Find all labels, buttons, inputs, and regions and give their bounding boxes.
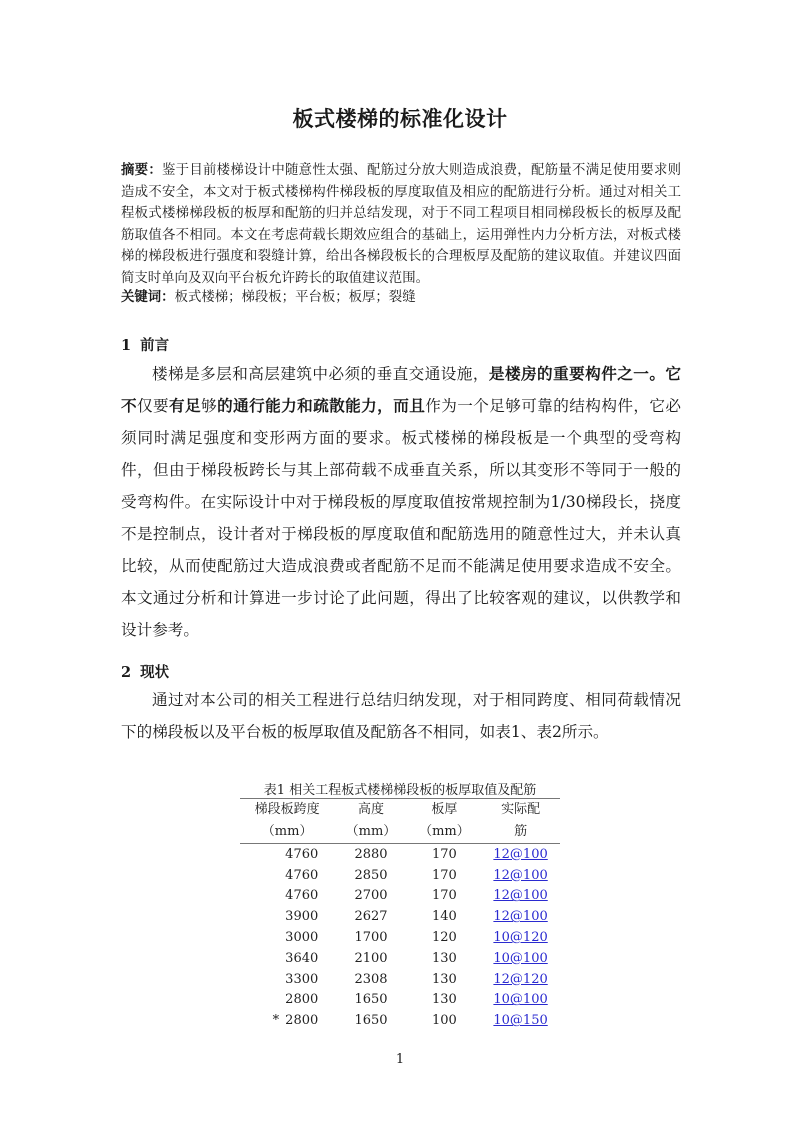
table-row	[240, 906, 560, 927]
cell-rebar	[481, 969, 560, 990]
cell-span	[240, 906, 334, 927]
cell-height: 2850	[354, 867, 388, 883]
span-value: 4760	[285, 867, 319, 883]
text-run: 楼梯是多层和高层建筑中必须的垂直交通设施，	[152, 365, 489, 383]
document-title: 板式楼梯的标准化设计	[292, 107, 508, 131]
abstract-label: 摘要：	[121, 163, 162, 178]
span-value: 3000	[285, 930, 319, 946]
header-thickness-unit: （mm）	[408, 821, 481, 844]
text-run: 够	[201, 397, 218, 415]
keywords-text: 板式楼梯；梯段板；平台板；板厚；裂缝	[174, 290, 416, 305]
bold-run: 。它	[649, 365, 681, 383]
cell-height: 1700	[354, 930, 388, 946]
span-value: 3900	[285, 909, 319, 925]
table-row	[240, 886, 560, 907]
cell-thickness: 170	[432, 846, 457, 862]
cell-thickness: 140	[432, 909, 457, 925]
bold-run: 有足	[169, 397, 202, 415]
bold-run: 的通行能力和疏散能力，而且	[217, 397, 426, 415]
rebar-link[interactable]: 10@100	[493, 950, 548, 966]
table-header-row-units	[240, 821, 560, 844]
table-row	[240, 990, 560, 1011]
table-row	[240, 1010, 560, 1031]
span-value: 2800	[285, 992, 319, 1008]
cell-rebar	[481, 990, 560, 1011]
table-caption: 表1 相关工程板式楼梯梯段板的板厚取值及配筋	[263, 783, 537, 798]
page-number: 1	[395, 1052, 405, 1067]
cell-span	[240, 886, 334, 907]
span-value: 4760	[285, 888, 319, 904]
rebar-link[interactable]: 12@120	[493, 971, 548, 987]
cell-height: 1650	[354, 992, 388, 1008]
cell-rebar	[481, 948, 560, 969]
cell-height: 2308	[354, 971, 388, 987]
table-row	[240, 844, 560, 865]
cell-rebar	[481, 865, 560, 886]
section-2-paragraph: 通过对本公司的相关工程进行总结归纳发现，对于相同跨度、相同荷载情况下的梯段板以及平台板的板厚取值及配筋各不相同，如表1、表2所示。	[121, 691, 681, 741]
rebar-link[interactable]: 12@100	[493, 846, 548, 862]
section-heading-2	[121, 661, 169, 682]
cell-span	[240, 865, 334, 886]
cell-rebar	[481, 1010, 560, 1031]
cell-thickness: 170	[432, 888, 457, 904]
rebar-link[interactable]: 12@100	[493, 888, 548, 904]
keywords	[121, 287, 681, 308]
span-value: 2800	[285, 1013, 319, 1029]
cell-span	[240, 927, 334, 948]
cell-thickness: 170	[432, 867, 457, 883]
section-number: 1	[121, 337, 132, 354]
table-row	[240, 865, 560, 886]
header-height: 高度	[334, 799, 407, 822]
span-value: 3300	[285, 971, 319, 987]
rebar-link[interactable]: 12@100	[493, 909, 548, 925]
span-value: 3640	[285, 950, 319, 966]
section-title: 现状	[140, 665, 170, 681]
cell-thickness: 130	[432, 992, 457, 1008]
bold-run: 不	[121, 397, 138, 415]
cell-span	[240, 1010, 334, 1031]
cell-height: 1650	[354, 1013, 388, 1029]
header-rebar: 实际配	[481, 799, 560, 822]
cell-height: 2627	[354, 909, 388, 925]
cell-thickness: 120	[432, 930, 457, 946]
rebar-link[interactable]: 12@100	[493, 867, 548, 883]
cell-span	[240, 990, 334, 1011]
section-title: 前言	[140, 338, 170, 354]
rebar-link[interactable]: 10@150	[493, 1013, 548, 1029]
cell-thickness: 100	[432, 1013, 457, 1029]
abstract-text: 鉴于目前楼梯设计中随意性太强、配筋过分放大则造成浪费，配筋量不满足使用要求则造成不安全，本文对于板式楼梯构件梯段板的厚度取值及相应的配筋进行分析。通过对相关工程板式楼梯梯段板的板厚和配筋的归并总结发现，对于不同工程项目相同梯段板长的板厚及配筋取值各不相同。本文在考虑荷载长期效应组合的基础上，运用弹性内力分析方法，对板式楼梯的梯段板进行强度和裂缝计算，给出各梯段板长的合理板厚及配筋的建议取值。并建议四面简支时单向及双向平台板允许跨长的取值建议范围。	[121, 163, 682, 286]
header-thickness: 板厚	[408, 799, 481, 822]
section-number: 2	[121, 664, 132, 681]
cell-span	[240, 948, 334, 969]
table-row	[240, 969, 560, 990]
cell-rebar	[481, 844, 560, 865]
text-run: 仅要	[137, 397, 170, 415]
rebar-link[interactable]: 10@120	[493, 930, 548, 946]
header-span-unit: （mm）	[240, 821, 334, 844]
header-height-unit: （mm）	[334, 821, 407, 844]
cell-height: 2100	[354, 950, 388, 966]
abstract	[121, 160, 681, 289]
table-row	[240, 948, 560, 969]
bold-run: 是楼房的重要构件之一	[488, 365, 650, 383]
rebar-table	[240, 798, 560, 1031]
section-1-paragraph	[121, 358, 681, 646]
header-span: 梯段板跨度	[240, 799, 334, 822]
section-heading-1	[121, 334, 169, 355]
table-row	[240, 927, 560, 948]
span-value: 4760	[285, 846, 319, 862]
cell-height: 2700	[354, 888, 388, 904]
cell-rebar	[481, 906, 560, 927]
text-run: 作为一个足够可靠的结构构件，它必须同时满足强度和变形两方面的要求。板式楼梯的梯段板是一个典型的受弯构件，但由于梯段板跨长与其上部荷载不成垂直关系，所以其变形不等同于一般的受弯构件。在实际设计中对于梯段板的厚度取值按常规控制为1/30梯段长，挠度不是控制点，设计者对于梯段板的厚度取值和配筋选用的随意性过大，并未认真比较，从而使配筋过大造成浪费或者配筋不足而不能满足使用要求造成不安全。本文通过分析和计算进一步讨论了此问题，得出了比较客观的建议，以供教学和设计参考。	[121, 397, 681, 639]
cell-rebar	[481, 886, 560, 907]
cell-height: 2880	[354, 846, 388, 862]
asterisk-mark: *	[272, 1013, 280, 1029]
cell-rebar	[481, 927, 560, 948]
header-rebar-unit: 筋	[481, 821, 560, 844]
cell-span	[240, 969, 334, 990]
keywords-label: 关键词：	[121, 290, 175, 305]
rebar-link[interactable]: 10@100	[493, 992, 548, 1008]
table-header-row	[240, 799, 560, 822]
cell-span	[240, 844, 334, 865]
cell-thickness: 130	[432, 950, 457, 966]
cell-thickness: 130	[432, 971, 457, 987]
